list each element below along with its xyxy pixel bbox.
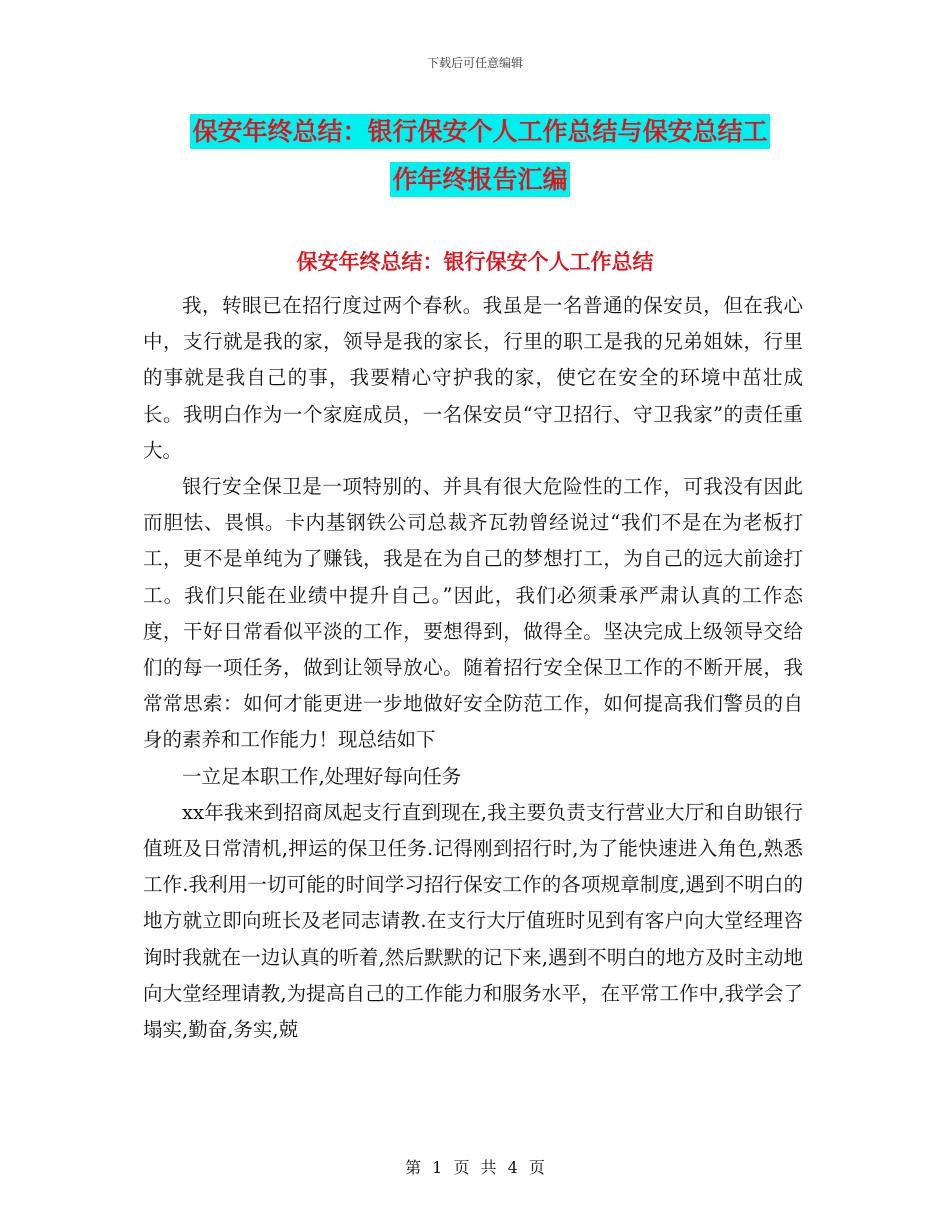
page-footer: 第 1 页 共 4 页 <box>405 1158 545 1177</box>
header-note: 下载后可任意编辑 <box>426 56 523 70</box>
paragraph-1: 我，转眼已在招行度过两个春秋。我虽是一名普通的保安员，但在我心中，支行就是我的家，领导是我的家长，行里的职工是我的兄弟姐妹，行里的事就是我自己的事，我要精心守护我的家，使它在安全的环境中茁壮成长。我明白作为一个家庭成员，一名保安员“守卫招行、守卫我家”的责任重大。 <box>143 294 803 462</box>
document-title <box>140 108 820 204</box>
section-title: 保安年终总结：银行保安个人工作总结 <box>296 250 654 274</box>
title-line-2: 作年终报告汇编 <box>390 162 569 197</box>
paragraph-3: 一立足本职工作,处理好每向任务 <box>182 764 462 788</box>
body-text <box>143 288 803 1048</box>
paragraph-2: 银行安全保卫是一项特别的、并具有很大危险性的工作，可我没有因此而胆怯、畏惧。卡内基钢铁公司总裁齐瓦勃曾经说过“我们不是在为老板打工，更不是单纯为了赚钱，我是在为自己的梦想打工，为自己的远大前途打工。我们只能在业绩中提升自己。”因此，我们必须秉承严肃认真的工作态度，干好日常看似平淡的工作，要想得到，做得全。坚决完成上级领导交给们的每一项任务，做到让领导放心。随着招行安全保卫工作的不断开展，我常常思索：如何才能更进一步地做好安全防范工作，如何提高我们警员的自身的素养和工作能力！现总结如下 <box>143 475 803 752</box>
paragraph-4: xx年我来到招商凤起支行直到现在,我主要负责支行营业大厅和自助银行值班及日常清机,押运的保卫任务.记得刚到招行时,为了能快速进入角色,熟悉工作.我利用一切可能的时间学习招行保安工作的各项规章制度,遇到不明白的地方就立即向班长及老同志请教.在支行大厅值班时见到有客户向大堂经理咨询时我就在一边认真的听着,然后默默的记下来,遇到不明白的地方及时主动地向大堂经理请教,为提高自己的工作能力和服务水平，在平常工作中,我学会了塌实,勤奋,务实,兢 <box>143 800 803 1042</box>
title-line-1: 保安年终总结：银行保安个人工作总结与保安总结工 <box>190 114 769 149</box>
